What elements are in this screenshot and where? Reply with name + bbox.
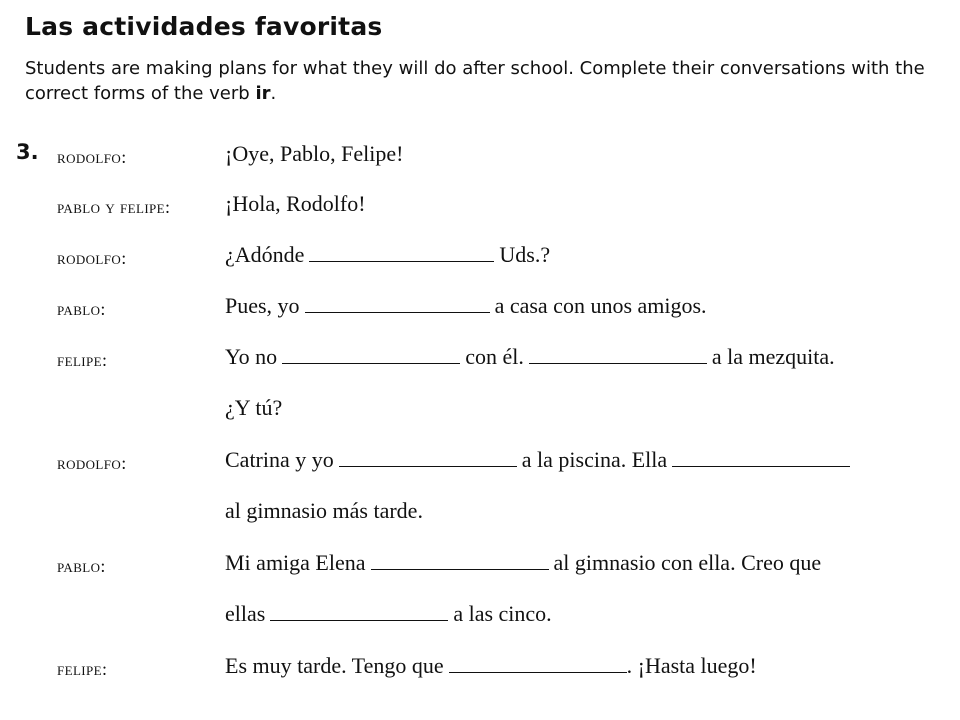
speaker-label: rodolfo: [57, 248, 127, 268]
answer-blank[interactable] [270, 602, 448, 621]
line-text: Mi amiga Elena [225, 550, 366, 575]
answer-blank[interactable] [305, 294, 490, 313]
answer-blank[interactable] [339, 448, 517, 467]
line-text: ¡Oye, Pablo, Felipe! [225, 141, 404, 166]
line-text: ¿Y tú? [225, 395, 283, 420]
answer-blank[interactable] [309, 243, 494, 262]
instructions-verb: ir [255, 83, 271, 104]
line-text: Uds.? [499, 242, 551, 267]
answer-blank[interactable] [529, 345, 707, 364]
line-text: ellas [225, 601, 266, 626]
dialogue-line [225, 141, 403, 167]
exercise-number: 3. [16, 140, 39, 164]
speaker-label: pablo y felipe: [57, 197, 171, 217]
answer-blank[interactable] [672, 448, 850, 467]
speaker-label: rodolfo: [57, 453, 127, 473]
speaker-label: felipe: [57, 350, 108, 370]
dialogue-line [225, 293, 707, 319]
line-text: a casa con unos amigos. [494, 293, 707, 318]
line-text: con él. [465, 344, 524, 369]
line-text: al gimnasio más tarde. [225, 498, 423, 523]
dialogue-line [225, 242, 550, 268]
line-text: Pues, yo [225, 293, 300, 318]
answer-blank[interactable] [371, 551, 549, 570]
instructions-end: . [270, 83, 277, 104]
dialogue-line [225, 447, 855, 473]
line-text: Yo no [225, 344, 278, 369]
dialogue-line [225, 498, 423, 524]
speaker-label: pablo: [57, 556, 106, 576]
line-text: a la piscina. Ella [521, 447, 668, 472]
dialogue-line [225, 395, 282, 421]
dialogue-line [225, 550, 821, 576]
instructions [25, 56, 945, 106]
dialogue-line [225, 344, 835, 370]
line-text: a las cinco. [453, 601, 552, 626]
page-title: Las actividades favoritas [25, 12, 383, 41]
line-text: a la mezquita. [711, 344, 835, 369]
dialogue-line [225, 191, 366, 217]
answer-blank[interactable] [282, 345, 460, 364]
speaker-label: pablo: [57, 299, 106, 319]
answer-blank[interactable] [449, 654, 627, 673]
line-text: Es muy tarde. Tengo que [225, 653, 444, 678]
line-text: al gimnasio con ella. Creo que [553, 550, 822, 575]
dialogue-line [225, 653, 757, 679]
dialogue-line [225, 601, 552, 627]
line-text: ¿Adónde [225, 242, 305, 267]
speaker-label: felipe: [57, 659, 108, 679]
speaker-label: rodolfo: [57, 147, 127, 167]
instructions-text: Students are making plans for what they will do after school. Complete their conversations with the correct forms of the verb [25, 58, 925, 104]
line-text: Catrina y yo [225, 447, 334, 472]
line-text: ¡Hola, Rodolfo! [225, 191, 366, 216]
line-text: . ¡Hasta luego! [626, 653, 757, 678]
